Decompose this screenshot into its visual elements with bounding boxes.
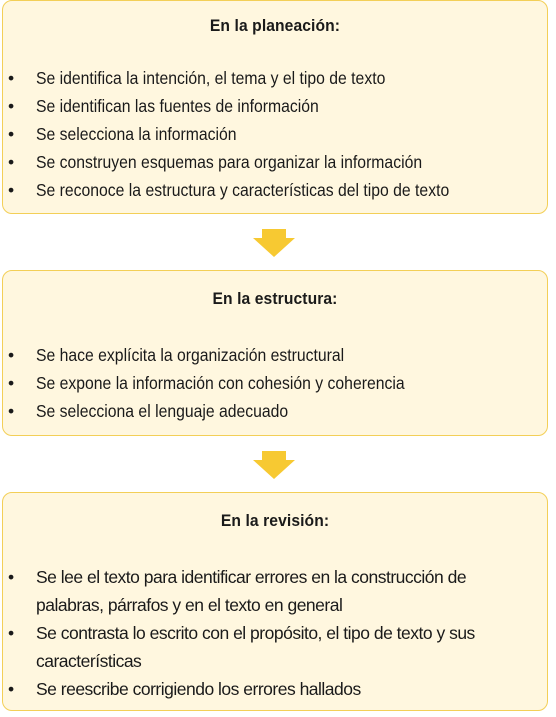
list-item: • Se contrasta lo escrito con el propósito, el tipo de texto y sus características [8,623,475,671]
planning-title: En la planeación: [209,16,341,35]
structure-list [2,341,548,425]
list-item: • Se selecciona la información [8,124,237,144]
list-item: • Se expone la información con cohesión y coherencia [8,373,405,393]
down-arrow-icon [253,451,295,479]
list-item: • Se lee el texto para identificar errores en la construcción de palabras, párrafos y en el texto en general [8,567,467,615]
list-item: • Se construyen esquemas para organizar la información [8,152,423,172]
revision-title: En la revisión: [220,511,330,530]
list-item: • Se identifican las fuentes de información [8,96,319,116]
list-item: • Se selecciona el lenguaje adecuado [8,401,289,421]
structure-title: En la estructura: [212,289,338,308]
down-arrow-icon [253,229,295,257]
list-item: • Se hace explícita la organización estructural [8,345,345,365]
planning-list [2,64,548,204]
list-item: • Se reconoce la estructura y características del tipo de texto [8,180,450,200]
list-item: • Se reescribe corrigiendo los errores hallados [8,679,361,699]
list-item: • Se identifica la intención, el tema y el tipo de texto [8,68,386,88]
revision-list [2,563,548,703]
